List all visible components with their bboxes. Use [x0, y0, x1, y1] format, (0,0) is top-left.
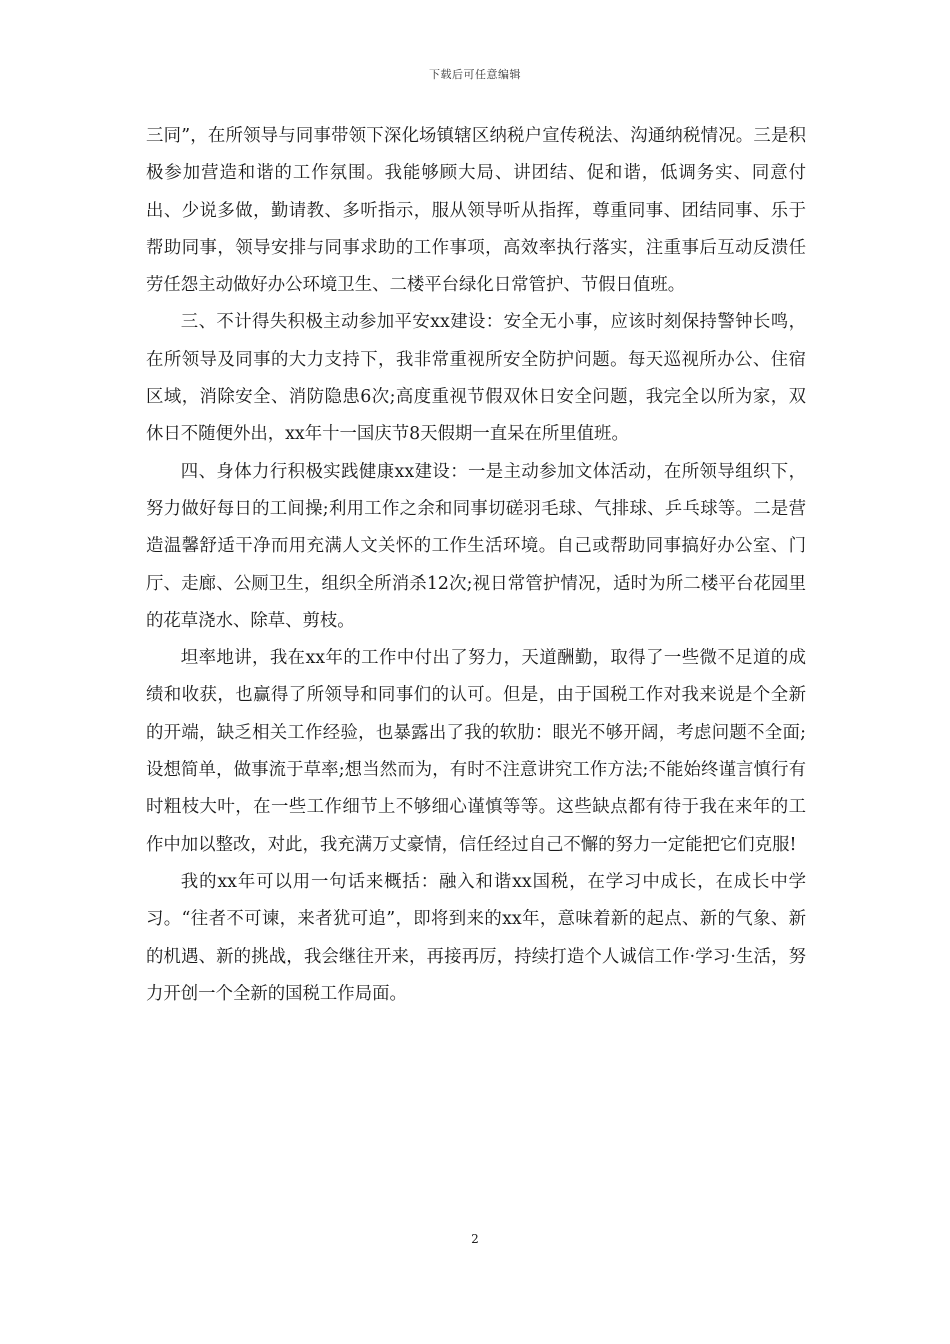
paragraph-continuation: 三同”，在所领导与同事带领下深化场镇辖区纳税户宣传税法、沟通纳税情况。三是积极参加营造和谐的工作氛围。我能够顾大局、讲团结、促和谐，低调务实、同意付出、少说多做，勤请教、多听指示，服从领导听从指挥，尊重同事、团结同事、乐于帮助同事，领导安排与同事求助的工作事项，高效率执行落实，注重事后互动反溃任劳任怨主动做好办公环境卫生、二楼平台绿化日常管护、节假日值班。 — [146, 126, 806, 296]
page-header: 下载后可任意编辑 — [429, 68, 521, 81]
paragraph-self-review: 坦率地讲，我在xx年的工作中付出了努力，天道酬勤，取得了一些微不足道的成绩和收获，也赢得了所领导和同事们的认可。但是，由于国税工作对我来说是个全新的开端，缺乏相关工作经验，也暴露出了我的软肋：眼光不够开阔，考虑问题不全面;设想简单，做事流于草率;想当然而为，有时不注意讲究工作方法;不能始终谨言慎行有时粗枝大叶，在一些工作细节上不够细心谨慎等等。这些缺点都有待于我在来年的工作中加以整改，对此，我充满万丈豪情，信任经过自己不懈的努力一定能把它们克服! — [146, 648, 806, 855]
paragraph-safety: 三、不计得失积极主动参加平安xx建设：安全无小事，应该时刻保持警钟长鸣，在所领导及同事的大力支持下，我非常重视所安全防护问题。每天巡视所办公、住宿区域，消除安全、消防隐患6次;高度重视节假双休日安全问题，我完全以所为家，双休日不随便外出，xx年十一国庆节8天假期一直呆在所里值班。 — [146, 312, 806, 445]
page-number: 2 — [471, 1232, 479, 1246]
document-body — [146, 118, 806, 1013]
paragraph-summary: 我的xx年可以用一句话来概括：融入和谐xx国税，在学习中成长，在成长中学习。“往者不可谏，来者犹可追”，即将到来的xx年，意味着新的起点、新的气象、新的机遇、新的挑战，我会继往开来，再接再厉，持续打造个人诚信工作·学习·生活，努力开创一个全新的国税工作局面。 — [146, 871, 806, 1004]
paragraph-health: 四、身体力行积极实践健康xx建设：一是主动参加文体活动，在所领导组织下，努力做好每日的工间操;利用工作之余和同事切磋羽毛球、气排球、乒乓球等。二是营造温馨舒适干净而用充满人文关怀的工作生活环境。自己或帮助同事搞好办公室、门厅、走廊、公厕卫生，组织全所消杀12次;视日常管护情况，适时为所二楼平台花园里的花草浇水、除草、剪枝。 — [146, 461, 806, 631]
